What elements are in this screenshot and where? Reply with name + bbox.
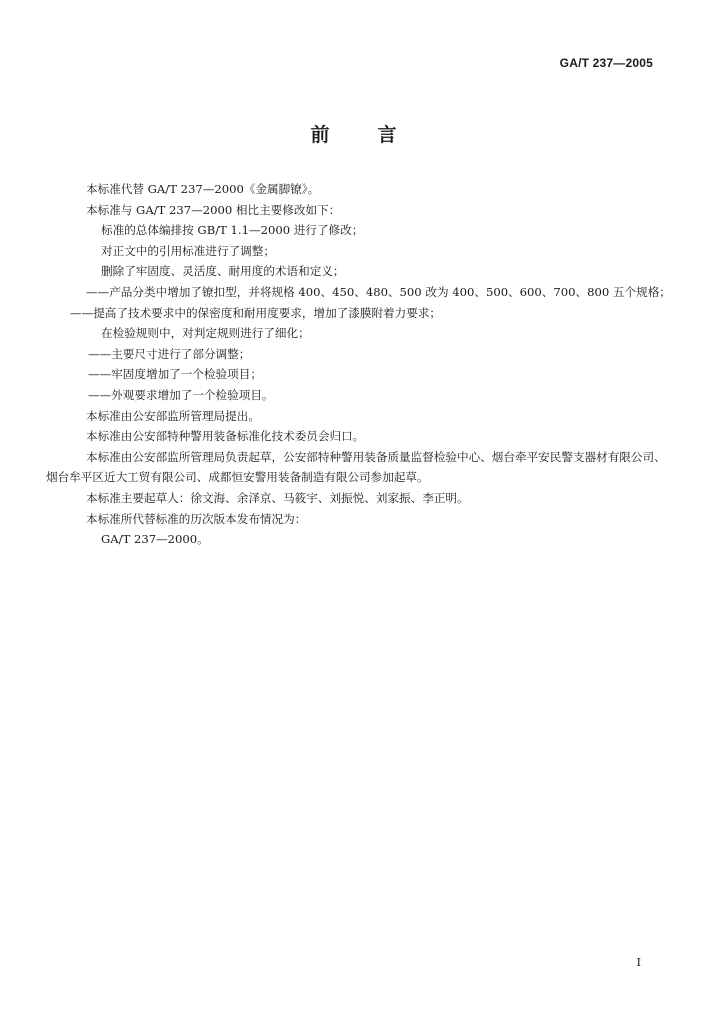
paragraph-history-item: GA/T 237—2000。 — [101, 532, 209, 547]
change-item-5: ——提高了技术要求中的保密度和耐用度要求，增加了漆膜附着力要求； — [70, 305, 442, 320]
paragraph-centralized-by: 本标准由公安部特种警用装备标准化技术委员会归口。 — [86, 429, 365, 444]
change-item-6: 在检验规则中，对判定规则进行了细化； — [101, 326, 310, 341]
change-item-9: ——外观要求增加了一个检验项目。 — [88, 387, 274, 402]
foreword-body — [46, 179, 671, 550]
paragraph-proposed-by: 本标准由公安部监所管理局提出。 — [86, 408, 260, 423]
title-char-1: 前 — [310, 124, 330, 146]
page-title — [0, 120, 707, 147]
change-item-8: ——牢固度增加了一个检验项目； — [88, 367, 262, 382]
change-item-7: ——主要尺寸进行了部分调整； — [88, 346, 251, 361]
change-item-1: 标准的总体编排按 GB/T 1.1—2000 进行了修改； — [101, 223, 364, 238]
change-item-4: ——产品分类中增加了镣扣型，并将规格 400、450、480、500 改为 400、500、600、700、800 五个规格； — [86, 284, 671, 299]
paragraph-drafted-by: 本标准由公安部监所管理局负责起草，公安部特种警用装备质量监督检验中心、烟台牵平安民警支器材有限公司、烟台牟平区近大工贸有限公司、成都恒安警用装备制造有限公司参加起草。 — [46, 449, 666, 485]
change-item-2: 对正文中的引用标准进行了调整； — [101, 243, 275, 258]
paragraph-drafters: 本标准主要起草人：徐文海、余泽京、马筱宇、刘振悦、刘家振、李正明。 — [86, 490, 469, 505]
page-number: I — [636, 956, 641, 969]
paragraph-history-intro: 本标准所代替标准的历次版本发布情况为： — [86, 511, 307, 526]
standard-code: GA/T 237—2005 — [559, 56, 653, 70]
paragraph-replaces: 本标准代替 GA/T 237—2000《金属脚镣》。 — [86, 182, 320, 196]
change-item-3: 删除了牢固度、灵活度、耐用度的术语和定义； — [101, 264, 345, 279]
paragraph-changes-intro: 本标准与 GA/T 237—2000 相比主要修改如下： — [86, 202, 341, 217]
title-char-2: 言 — [377, 124, 397, 146]
